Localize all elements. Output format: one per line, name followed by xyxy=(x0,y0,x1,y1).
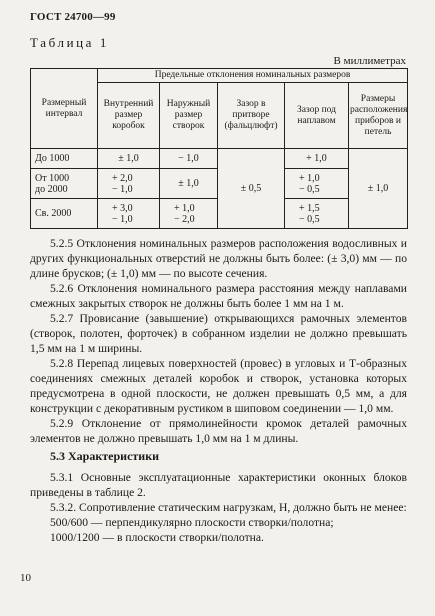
col-header-fittings: Размеры расположения приборов и петель xyxy=(349,83,408,149)
col-header-inner: Внутренний размер коробок xyxy=(98,83,160,149)
cell-outer: − 1,0 xyxy=(160,149,218,169)
paragraph-5-2-9: 5.2.9 Отклонение от прямолинейности кромок деталей рамочных элементов не должно превышать 1,0 мм на 1 м длины. xyxy=(30,417,407,445)
cell-fittings-merged: ± 1,0 xyxy=(349,149,408,229)
paragraph-5-3-2: 5.3.2. Сопротивление статическим нагрузкам, Н, должно быть не менее: xyxy=(50,501,407,514)
paragraph-5-2-6: 5.2.6 Отклонения номинального размера расстояния между наплавами смежных закрытых створок не должны быть более 1 мм на 1 м. xyxy=(30,282,407,310)
text-block-2 xyxy=(30,470,407,545)
paragraph-load-1: 500/600 — перпендикулярно плоскости створки/полотна; xyxy=(50,516,334,529)
text-block xyxy=(30,236,407,446)
paragraph-load-2: 1000/1200 — в плоскости створки/полотна. xyxy=(50,531,264,544)
paragraph-5-2-7: 5.2.7 Провисание (завышение) открывающихся рамочных элементов (створок, полотен, форточек) в собранном изделии не должно превышать 1,5 мм на 1 м ширины. xyxy=(30,312,407,355)
cell-gap-merged: ± 0,5 xyxy=(218,149,285,229)
cell-outer: + 1,0 − 2,0 xyxy=(160,199,218,229)
cell-overlap: + 1,0 xyxy=(285,149,349,169)
cell-interval: До 1000 xyxy=(31,149,98,169)
cell-interval: От 1000 до 2000 xyxy=(31,169,98,199)
col-header-overlap: Зазор под наплавом xyxy=(285,83,349,149)
cell-inner: ± 1,0 xyxy=(98,149,160,169)
section-heading: 5.3 Характеристики xyxy=(50,449,160,463)
paragraph-5-2-5: 5.2.5 Отклонения номинальных размеров расположения водосливных и других функциональных отверстий не должны быть более: (± 3,0) мм — по длине брусков; (± 1,0) мм — по высоте сечения. xyxy=(30,237,407,280)
standard-code: ГОСТ 24700—99 xyxy=(30,11,116,23)
table-title: Таблица 1 xyxy=(30,35,109,50)
paragraph-5-2-8: 5.2.8 Перепад лицевых поверхностей (провес) в угловых и Т-образных соединениях смежных деталей коробок и створок, установка которых предусмотрена в одной плоскости, не должен превышать 0,5 мм, а для конструкции с декоративным рустиком в шиповом соединении — 1,0 мм. xyxy=(30,357,407,415)
cell-interval: Св. 2000 xyxy=(31,199,98,229)
cell-overlap: + 1,0 − 0,5 xyxy=(285,169,349,199)
table-row xyxy=(31,149,408,169)
table-units: В миллиметрах xyxy=(333,55,406,67)
cell-overlap: + 1,5 − 0,5 xyxy=(285,199,349,229)
page-number: 10 xyxy=(20,572,31,584)
group-header: Предельные отклонения номинальных размеров xyxy=(98,69,408,83)
paragraph-5-3-1: 5.3.1 Основные эксплуатационные характеристики оконных блоков приведены в таблице 2. xyxy=(30,471,407,499)
cell-inner: + 2,0 − 1,0 xyxy=(98,169,160,199)
col-header-gap: Зазор в притворе (фальцлюфт) xyxy=(218,83,285,149)
col-header-outer: Наружный размер створок xyxy=(160,83,218,149)
tolerance-table xyxy=(30,68,408,229)
col-header-interval: Размерный интервал xyxy=(31,69,98,149)
cell-inner: + 3,0 − 1,0 xyxy=(98,199,160,229)
cell-outer: ± 1,0 xyxy=(160,169,218,199)
